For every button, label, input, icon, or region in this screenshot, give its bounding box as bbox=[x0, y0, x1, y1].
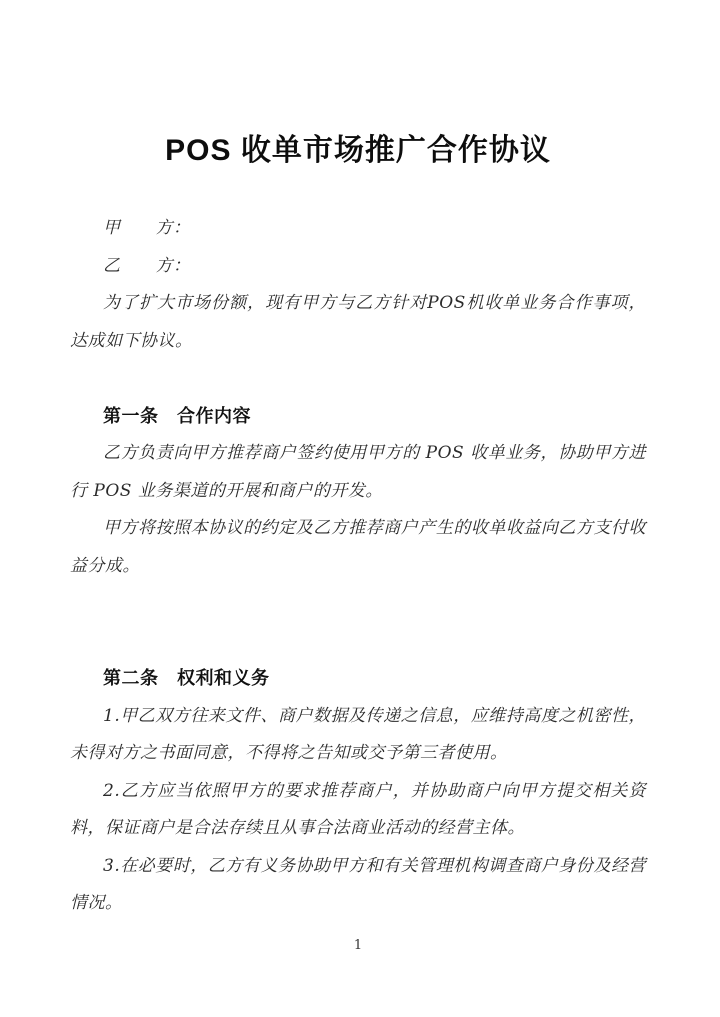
intro-paragraph: 为了扩大市场份额，现有甲方与乙方针对POS机收单业务合作事项，达成如下协议。 bbox=[70, 293, 646, 351]
section-2-item-1: 1.甲乙双方往来文件、商户数据及传递之信息，应维持高度之机密性，未得对方之书面同意，不得将之告知或交予第三者使用。 bbox=[70, 705, 646, 763]
party-block bbox=[70, 210, 646, 285]
section-1-paragraph-1: 乙方负责向甲方推荐商户签约使用甲方的 POS 收单业务，协助甲方进行 POS 业务渠道的开展和商户的开发。 bbox=[70, 443, 646, 501]
document-title: POS 收单市场推广合作协议 bbox=[165, 134, 551, 167]
page-number: 1 bbox=[353, 937, 363, 953]
section-2-heading: 第二条 权利和义务 bbox=[103, 668, 270, 688]
section-1-paragraph-2: 甲方将按照本协议的约定及乙方推荐商户产生的收单收益向乙方支付收益分成。 bbox=[70, 518, 646, 576]
section-2-item-2: 2.乙方应当依照甲方的要求推荐商户，并协助商户向甲方提交相关资料，保证商户是合法存续且从事合法商业活动的经营主体。 bbox=[70, 780, 646, 838]
party-a-line: 甲 方： bbox=[103, 218, 191, 238]
party-b-line: 乙 方： bbox=[103, 255, 191, 276]
section-2-item-3: 3.在必要时，乙方有义务协助甲方和有关管理机构调查商户身份及经营情况。 bbox=[70, 855, 646, 913]
section-1-heading: 第一条 合作内容 bbox=[103, 405, 251, 426]
